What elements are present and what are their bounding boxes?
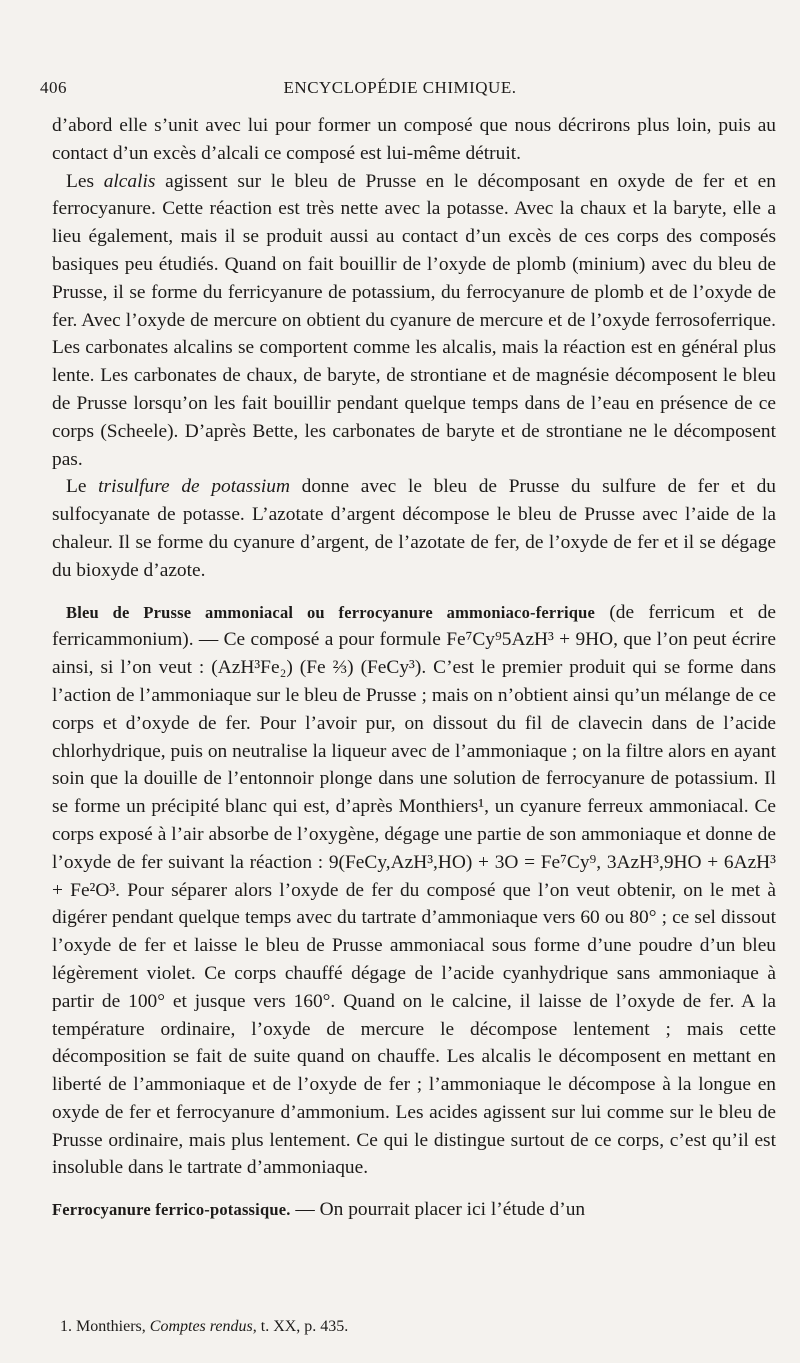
body-text [52,112,776,1224]
footnote-journal: Comptes rendus [149,1318,253,1335]
section-heading: Bleu de Prusse ammoniacal ou ferrocyanure ammoniaco-ferrique [66,602,596,622]
emphasis-term: trisulfure de potassium [98,476,290,498]
paragraph-alcalis [52,168,776,474]
paragraph-text: (de ferricum et de ferricammonium). — Ce composé a pour formule Fe⁷Cy⁹5AzH³ + 9HO, que l’on peut écrire ainsi, si l’on veut : (AzH³Fe₂) (Fe ⅔) (FeCy³). C’est le premier produit qui se forme dans l’action de l’ammoniaque sur le bleu de Prusse ; mais on n’obtient ainsi qu’un mélange de ce corps et d’oxyde de fer. Pour l’avoir pur, on dissout du fil de clavecin dans de l’acide chlorhydrique, puis on neutralise la liqueur avec de l’ammoniaque ; on la filtre alors en ayant soin que la douille de l’entonnoir plonge dans une solution de ferrocyanure de potassium. Il se forme un précipité blanc qui est, d’après Monthiers¹, un cyanure ferreux ammoniacal. Ce corps exposé à l’air absorbe de l’oxygène, dégage une partie de son ammoniaque et donne de l’oxyde de fer suivant la réaction : 9(FeCy,AzH³,HO) + 3O = Fe⁷Cy⁹, 3AzH³,9HO + 6AzH³ + Fe²O³. Pour séparer alors l’oxyde de fer du composé que l’on veut obtenir, on le met à digérer pendant quelque temps avec du tartrate d’ammoniaque vers 60 ou 80° ; ce sel dissout l’oxyde de fer et laisse le bleu de Prusse ammoniacal sous forme d’une poudre d’un bleu légèrement violet. Ce corps chauffé dégage de l’acide cyanhydrique sans ammoniaque à partir de 100° et jusque vers 160°. Quand on le calcine, il laisse de l’oxyde de fer. A la température ordinaire, l’oxyde de mercure le décompose lentement ; mais cette décomposition se fait de suite quand on chauffe. Les alcalis le décomposent en mettant en liberté de l’ammoniaque et de l’oxyde de fer ; l’ammoniaque le décompose à la longue en oxyde de fer et ferrocyanure d’ammonium. Les acides agissent sur lui comme sur le bleu de Prusse ordinaire, mais plus lentement. Ce qui le distingue surtout de ce corps, c’est qu’il est insoluble dans le tartrate d’ammoniaque. [52,601,776,1179]
page-header [40,78,760,104]
page-number: 406 [40,78,67,97]
paragraph-text: donne avec le bleu de Prusse du sulfure de fer et du sulfocyanate de potasse. L’azotate d’argent décompose le bleu de Prusse avec l’aide de la chaleur. Il se forme du cyanure d’argent, de l’azotate de fer, de l’oxyde de fer et il se dégage du bioxyde d’azote. [52,476,776,581]
emphasis-term: alcalis [103,170,156,192]
paragraph-text: — On pourrait placer ici l’étude d’un [290,1199,586,1221]
paragraph-ferrico-potassique [52,1196,776,1224]
paragraph-bleu-ammoniacal [52,599,776,1183]
paragraph-continuation [52,112,776,168]
footnote [60,1317,760,1337]
paragraph-text: agissent sur le bleu de Prusse en le décomposant en oxyde de fer et en ferrocyanure. Cette réaction est très nette avec la potasse. Avec la chaux et la baryte, elle a lieu également, mais il se produit aussi au contact d’un excès de ces corps des composés basiques peu étudiés. Quand on fait bouillir de l’oxyde de plomb (minium) avec du bleu de Prusse, il se forme du ferricyanure de potassium, du ferrocyanure de plomb et de l’oxyde de fer. Avec l’oxyde de mercure on obtient du cyanure de mercure et de l’oxyde ferrosoferrique. Les carbonates alcalins se comportent comme les alcalis, mais la réaction est en général plus lente. Les carbonates de chaux, de baryte, de strontiane et de magnésie décomposent le bleu de Prusse lorsqu’on les fait bouillir pendant quelque temps dans de l’eau en présence de ce corps (Scheele). D’après Bette, les carbonates de baryte et de strontiane ne le décomposent pas. [52,170,776,470]
footnote-author: Monthiers, [72,1318,150,1335]
section-heading: Ferrocyanure ferrico-potassique. [52,1200,291,1220]
running-title: ENCYCLOPÉDIE CHIMIQUE. [283,78,517,97]
paragraph-text: d’abord elle s’unit avec lui pour former un composé que nous décrirons plus loin, puis au contact d’un excès d’alcali ce composé est lui-même détruit. [52,115,776,164]
paragraph-trisulfure [52,473,776,584]
paragraph-lead: Le [66,476,99,498]
paragraph-lead: Les [66,170,104,192]
footnote-reference: , t. XX, p. 435. [252,1318,349,1335]
footnote-number: 1. [60,1318,72,1335]
